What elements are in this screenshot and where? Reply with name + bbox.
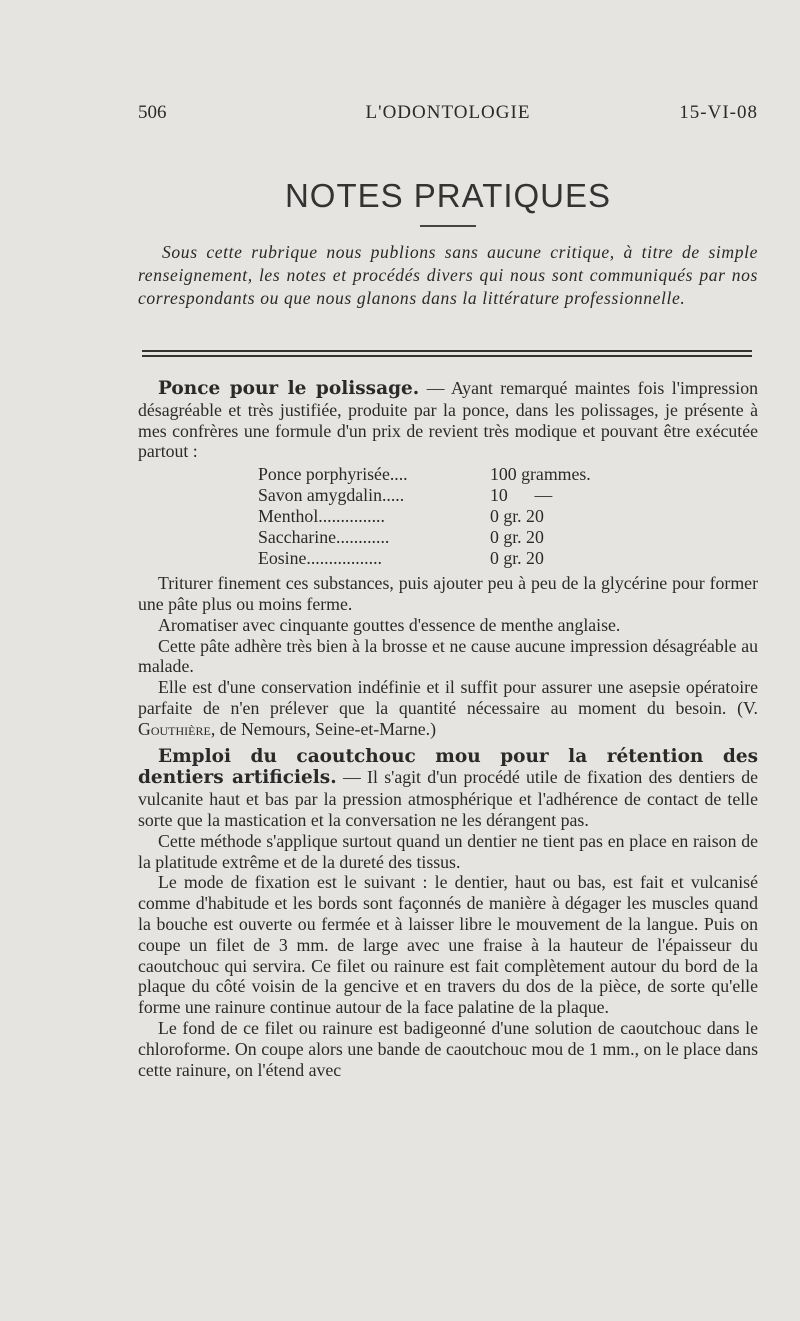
section2-paragraph-2: Cette méthode s'applique surtout quand un dentier ne tient pas en place en raison de la platitude extrême et de la dureté des tissus.: [138, 830, 758, 872]
formula-quantity: 100 grammes.: [490, 464, 591, 485]
separator-rule-top: [142, 350, 752, 354]
formula-ingredient: Eosine.................: [258, 548, 382, 569]
formula-quantity: 10 —: [490, 485, 553, 506]
formula-row: [258, 464, 638, 485]
section1-paragraph-3: Aromatiser avec cinquante gouttes d'essence de menthe anglaise.: [158, 614, 621, 635]
running-header: [138, 102, 758, 130]
section1-paragraph-4: Cette pâte adhère très bien à la brosse et ne cause aucune impression désagréable au malade.: [138, 635, 758, 677]
page-number: 506: [138, 102, 167, 123]
formula-table: [258, 464, 638, 569]
formula-ingredient: Saccharine............: [258, 527, 390, 548]
section2-lead: — Il s'agit d'un procédé utile de fixation des dentiers de vulcanite haut et bas par la pression atmosphérique et l'adhérence de contact de telle sorte que la mastication et la conversation ne les dérangent pas.: [138, 767, 758, 830]
formula-row: [258, 548, 638, 569]
formula-quantity: 0 gr. 20: [490, 548, 544, 569]
formula-ingredient: Ponce porphyrisée....: [258, 464, 408, 485]
formula-quantity: 0 gr. 20: [490, 506, 544, 527]
section1-lead-paragraph: [138, 378, 758, 462]
section2-heading: Emploi du caoutchouc mou pour la rétention des dentiers artificiels.: [138, 745, 758, 789]
journal-title: L'ODONTOLOGIE: [365, 102, 531, 123]
section2-paragraph-4: Le fond de ce filet ou rainure est badigeonné d'une solution de caoutchouc dans le chloroforme. On coupe alors une bande de caoutchouc mou de 1 mm., on le place dans cette rainure, on l'étend avec: [138, 1017, 758, 1080]
section1-p5-start: Elle est d'une conservation indéfinie et il suffit pour assurer une asepsie opératoire parfaite de n'en prélever que la quantité nécessaire au moment du besoin. (V.: [138, 677, 758, 718]
section-title: NOTES PRATIQUES: [284, 177, 612, 214]
issue-date: 15-VI-08: [679, 102, 758, 123]
section2-lead-paragraph: [138, 746, 758, 831]
formula-ingredient: Menthol...............: [258, 506, 385, 527]
section2-paragraph-3: Le mode de fixation est le suivant : le dentier, haut ou bas, est fait et vulcanisé comme d'habitude et les bords sont façonnés de manière à dégager les muscles quand la bouche est ouverte ou fermée et à laisser libre le mouvement de la langue. Puis on coupe un filet de 3 mm. de large avec une fraise à la hauteur de l'épaisseur du caoutchouc qui servira. Ce filet ou rainure est fait complètement autour du bord de la plaque du côté voisin de la gencive et en travers du dos de la pièce, de sorte qu'elle forme une rainure continue autour de la face palatine de la plaque.: [138, 872, 758, 1018]
formula-ingredient: Savon amygdalin.....: [258, 485, 405, 506]
separator-rule-bottom: [142, 355, 752, 359]
section1-paragraph-5: [138, 677, 758, 739]
section1-heading: Ponce pour le polissage.: [158, 378, 420, 399]
section1-p5-end: , de Nemours, Seine-et-Marne.): [210, 718, 436, 739]
article-body: [138, 378, 758, 1080]
formula-row: [258, 506, 638, 527]
formula-quantity: 0 gr. 20: [490, 527, 544, 548]
intro-paragraph: Sous cette rubrique nous publions sans aucune critique, à titre de simple renseignement, les notes et procédés divers qui nous sont communiqués par nos correspondants ou que nous glanons dans la littérature professionnelle.: [138, 242, 758, 308]
section1-lead: — Ayant remarqué maintes fois l'impression désagréable et très justifiée, produite par la ponce, dans les polissages, je présente à mes confrères une formule d'un prix de revient très modique et pouvant être exécutée partout :: [138, 378, 758, 462]
formula-row: [258, 485, 638, 506]
author-name: Gouthière: [138, 718, 211, 739]
title-underline: [420, 225, 476, 227]
section1-paragraph-2: Triturer finement ces substances, puis ajouter peu à peu de la glycérine pour former une pâte plus ou moins ferme.: [138, 573, 758, 614]
formula-row: [258, 527, 638, 548]
